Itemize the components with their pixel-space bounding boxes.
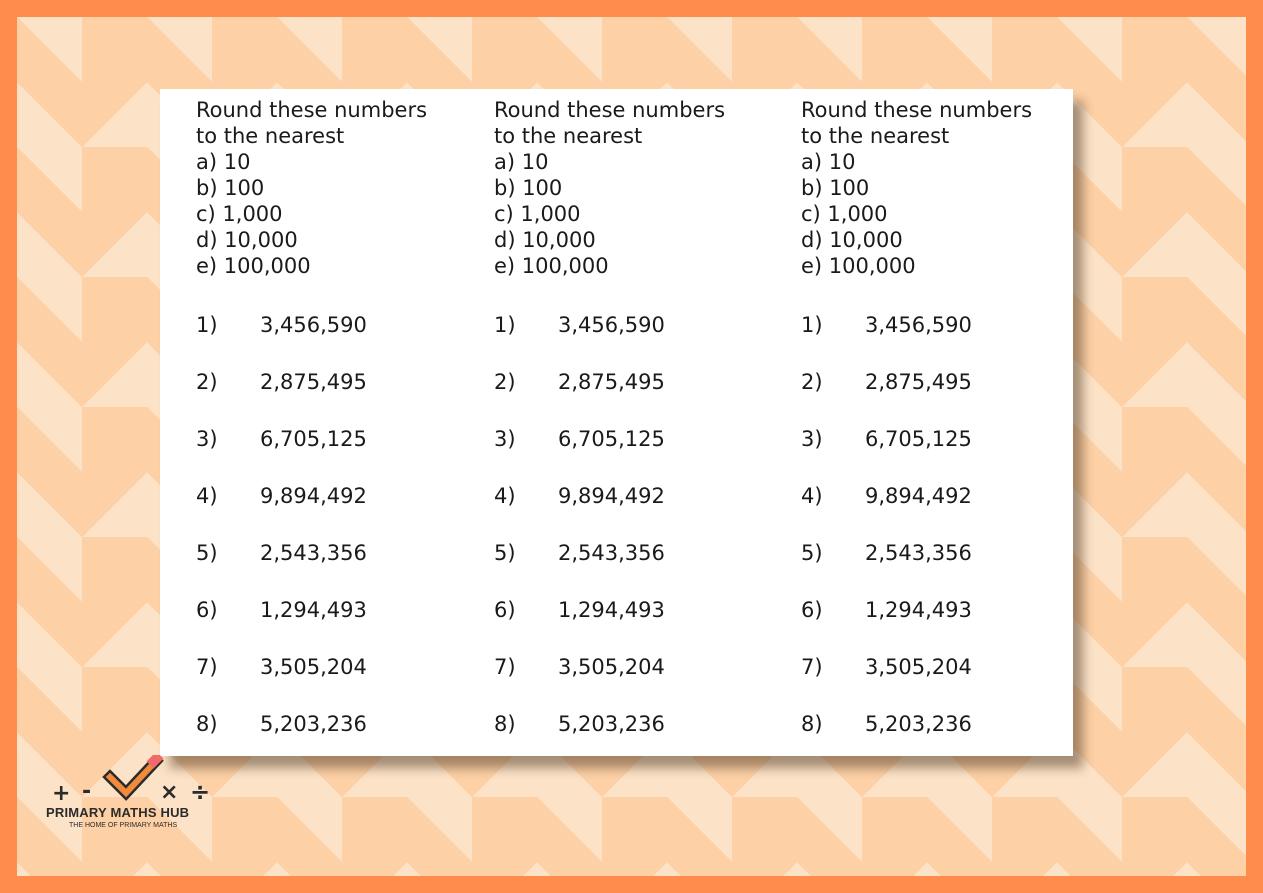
question-row bbox=[801, 483, 1101, 540]
question-value: 6,705,125 bbox=[260, 427, 367, 451]
question-number: 5) bbox=[196, 541, 218, 565]
heading-line: Round these numbers bbox=[494, 98, 726, 122]
question-number: 2) bbox=[196, 370, 218, 394]
question-row bbox=[801, 369, 1101, 426]
checkmark-icon bbox=[110, 755, 163, 793]
option-item: e) 100,000 bbox=[801, 254, 916, 278]
question-value: 2,543,356 bbox=[865, 541, 972, 565]
option-item: c) 1,000 bbox=[494, 202, 581, 226]
question-value: 1,294,493 bbox=[260, 598, 367, 622]
question-row bbox=[494, 711, 794, 768]
question-row bbox=[196, 369, 496, 426]
logo-brand-name: PRIMARY MATHS HUB bbox=[46, 805, 190, 820]
question-number: 8) bbox=[196, 712, 218, 736]
question-number: 2) bbox=[494, 370, 516, 394]
question-value: 1,294,493 bbox=[558, 598, 665, 622]
question-value: 9,894,492 bbox=[260, 484, 367, 508]
heading-line: to the nearest bbox=[801, 124, 950, 148]
question-value: 5,203,236 bbox=[260, 712, 367, 736]
question-number: 1) bbox=[801, 313, 823, 337]
question-number: 6) bbox=[494, 598, 516, 622]
option-item: a) 10 bbox=[801, 150, 856, 174]
heading-line: Round these numbers bbox=[196, 98, 428, 122]
question-value: 3,505,204 bbox=[865, 655, 972, 679]
question-number: 7) bbox=[196, 655, 218, 679]
question-number: 4) bbox=[801, 484, 823, 508]
question-value: 2,875,495 bbox=[260, 370, 367, 394]
option-item: a) 10 bbox=[494, 150, 549, 174]
question-value: 1,294,493 bbox=[865, 598, 972, 622]
minus-icon: - bbox=[82, 779, 92, 804]
question-number: 6) bbox=[801, 598, 823, 622]
question-number: 3) bbox=[494, 427, 516, 451]
option-item: b) 100 bbox=[494, 176, 563, 200]
question-number: 7) bbox=[801, 655, 823, 679]
question-list bbox=[494, 312, 794, 768]
multiply-icon: × bbox=[160, 780, 179, 805]
question-number: 5) bbox=[494, 541, 516, 565]
question-row bbox=[801, 426, 1101, 483]
question-value: 2,543,356 bbox=[260, 541, 367, 565]
question-value: 5,203,236 bbox=[558, 712, 665, 736]
question-number: 7) bbox=[494, 655, 516, 679]
question-row bbox=[801, 711, 1101, 768]
option-item: e) 100,000 bbox=[196, 254, 311, 278]
question-value: 2,875,495 bbox=[865, 370, 972, 394]
question-row bbox=[801, 312, 1101, 369]
question-number: 5) bbox=[801, 541, 823, 565]
option-item: a) 10 bbox=[196, 150, 251, 174]
worksheet-column-1 bbox=[196, 97, 496, 768]
logo-tagline: THE HOME OF PRIMARY MATHS bbox=[69, 822, 178, 829]
question-row bbox=[196, 312, 496, 369]
heading-line: Round these numbers bbox=[801, 98, 1033, 122]
option-item: c) 1,000 bbox=[801, 202, 888, 226]
question-number: 8) bbox=[801, 712, 823, 736]
question-value: 3,505,204 bbox=[558, 655, 665, 679]
question-value: 2,543,356 bbox=[558, 541, 665, 565]
question-row bbox=[494, 654, 794, 711]
worksheet-card bbox=[160, 89, 1073, 756]
question-list bbox=[801, 312, 1101, 768]
option-item: d) 10,000 bbox=[196, 228, 298, 252]
question-value: 5,203,236 bbox=[865, 712, 972, 736]
option-item: e) 100,000 bbox=[494, 254, 609, 278]
question-row bbox=[801, 597, 1101, 654]
worksheet-column-2 bbox=[494, 97, 794, 768]
question-number: 8) bbox=[494, 712, 516, 736]
question-row bbox=[494, 426, 794, 483]
question-number: 4) bbox=[494, 484, 516, 508]
question-row bbox=[494, 312, 794, 369]
question-value: 3,505,204 bbox=[260, 655, 367, 679]
question-row bbox=[494, 483, 794, 540]
question-row bbox=[196, 597, 496, 654]
question-number: 1) bbox=[494, 313, 516, 337]
option-item: d) 10,000 bbox=[494, 228, 596, 252]
question-row bbox=[801, 654, 1101, 711]
question-row bbox=[196, 711, 496, 768]
question-list bbox=[196, 312, 496, 768]
heading-line: to the nearest bbox=[494, 124, 643, 148]
question-number: 2) bbox=[801, 370, 823, 394]
question-value: 9,894,492 bbox=[558, 484, 665, 508]
divide-icon: ÷ bbox=[190, 778, 211, 805]
option-item: b) 100 bbox=[196, 176, 265, 200]
heading-line: to the nearest bbox=[196, 124, 345, 148]
question-row bbox=[196, 426, 496, 483]
question-row bbox=[494, 540, 794, 597]
primary-maths-hub-logo bbox=[40, 755, 230, 835]
question-value: 3,456,590 bbox=[865, 313, 972, 337]
question-number: 4) bbox=[196, 484, 218, 508]
question-number: 3) bbox=[196, 427, 218, 451]
plus-icon: + bbox=[52, 781, 71, 805]
question-row bbox=[494, 597, 794, 654]
question-row bbox=[801, 540, 1101, 597]
question-value: 3,456,590 bbox=[558, 313, 665, 337]
question-number: 1) bbox=[196, 313, 218, 337]
option-item: c) 1,000 bbox=[196, 202, 283, 226]
question-row bbox=[494, 369, 794, 426]
question-value: 2,875,495 bbox=[558, 370, 665, 394]
question-row bbox=[196, 483, 496, 540]
question-value: 3,456,590 bbox=[260, 313, 367, 337]
question-value: 6,705,125 bbox=[558, 427, 665, 451]
option-item: d) 10,000 bbox=[801, 228, 903, 252]
question-value: 6,705,125 bbox=[865, 427, 972, 451]
question-value: 9,894,492 bbox=[865, 484, 972, 508]
question-row bbox=[196, 654, 496, 711]
question-number: 6) bbox=[196, 598, 218, 622]
option-item: b) 100 bbox=[801, 176, 870, 200]
question-number: 3) bbox=[801, 427, 823, 451]
worksheet-column-3 bbox=[801, 97, 1101, 768]
question-row bbox=[196, 540, 496, 597]
logo-symbols-graphic bbox=[40, 755, 230, 805]
